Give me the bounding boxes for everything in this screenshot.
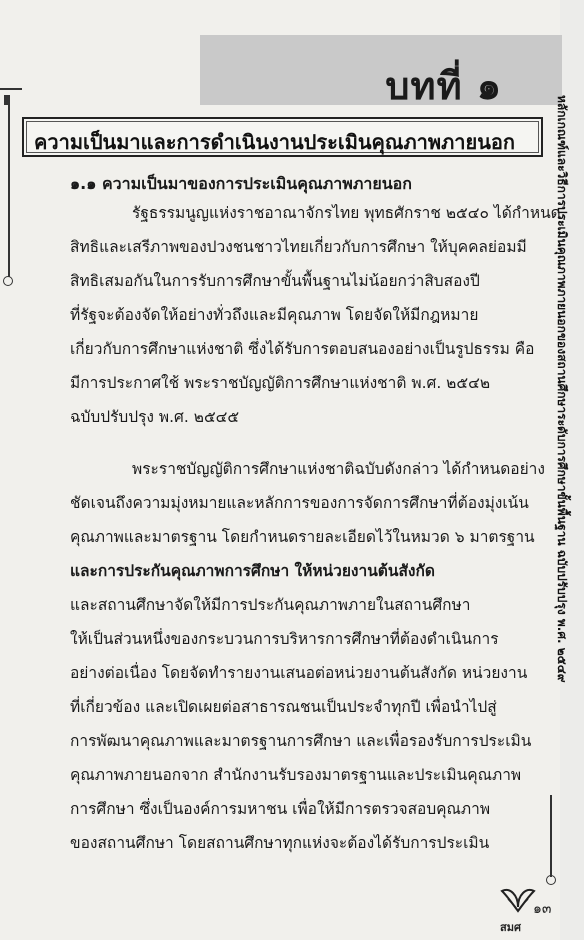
paragraph2-line: พระราชบัญญัติการศึกษาแห่งชาติฉบับดังกล่าว ได้กำหนดอย่าง — [132, 460, 545, 478]
section-title-box — [22, 117, 543, 157]
paragraph1-line: สิทธิเสมอกันในการรับการศึกษาขั้นพื้นฐานไม่น้อยกว่าสิบสองปี — [70, 272, 480, 290]
running-header: หลักเกณฑ์และวิธีการประเมินคุณภาพภายนอกของสถานศึกษาระดับการศึกษาขั้นพื้นฐาน ฉบับปรับปรุง พ.ศ. ๒๕๔๙ — [555, 95, 569, 683]
paragraph1-line: ที่รัฐจะต้องจัดให้อย่างทั่วถึงและมีคุณภาพ โดยจัดให้มีกฎหมาย — [70, 306, 479, 324]
paragraph1-line: รัฐธรรมนูญแห่งราชอาณาจักรไทย พุทธศักราช ๒๕๔๐ ได้กำหนด — [132, 204, 561, 222]
left-rule-marker — [4, 95, 10, 105]
paragraph1-line: สิทธิและเสรีภาพของปวงชนชาวไทยเกี่ยวกับการศึกษา ให้บุคคลย่อมมี — [70, 238, 527, 256]
paragraph2-line: คุณภาพและมาตรฐาน โดยกำหนดรายละเอียดไว้ในหมวด ๖ มาตรฐาน — [70, 528, 535, 546]
chapter-banner — [200, 35, 562, 108]
paragraph2-line: และการประกันคุณภาพการศึกษา ให้หน่วยงานต้นสังกัด — [70, 562, 435, 580]
paragraph2-line: ของสถานศึกษา โดยสถานศึกษาทุกแห่งจะต้องได้รับการประเมิน — [70, 834, 490, 852]
page-number-rule — [550, 795, 552, 877]
paragraph1-line: ฉบับปรับปรุง พ.ศ. ๒๕๔๕ — [70, 408, 240, 426]
left-rule-head — [0, 88, 22, 90]
subsection-heading: ๑.๑ ความเป็นมาของการประเมินคุณภาพภายนอก — [70, 174, 412, 193]
chapter-title: บทที่ ๑ — [385, 64, 502, 108]
paragraph2-line: ชัดเจนถึงความมุ่งหมายและหลักการของการจัดการศึกษาที่ต้องมุ่งเน้น — [70, 494, 529, 512]
left-rule-dot-icon — [3, 276, 13, 286]
paragraph2-line: อย่างต่อเนื่อง โดยจัดทำรายงานเสนอต่อหน่วยงานต้นสังกัด หน่วยงาน — [70, 664, 528, 682]
page-number-circle-icon — [546, 875, 556, 885]
paragraph1-line: เกี่ยวกับการศึกษาแห่งชาติ ซึ่งได้รับการตอบสนองอย่างเป็นรูปธรรม คือ — [70, 340, 535, 358]
paragraph2-line: และสถานศึกษาจัดให้มีการประกันคุณภาพภายในสถานศึกษา — [70, 596, 471, 614]
paragraph2-line: คุณภาพภายนอกจาก สำนักงานรับรองมาตรฐานและประเมินคุณภาพ — [70, 766, 522, 784]
page-number: ๑๓ — [533, 901, 552, 917]
paragraph2-line: ที่เกี่ยวข้อง และเปิดเผยต่อสาธารณชนเป็นประจำทุกปี เพื่อนำไปสู่ — [70, 698, 497, 716]
paragraph2-line: การศึกษา ซึ่งเป็นองค์การมหาชน เพื่อให้มีการตรวจสอบคุณภาพ — [70, 800, 491, 818]
paragraph1-line: มีการประกาศใช้ พระราชบัญญัติการศึกษาแห่งชาติ พ.ศ. ๒๕๔๒ — [70, 374, 491, 392]
paragraph2-line: ให้เป็นส่วนหนึ่งของกระบวนการบริหารการศึกษาที่ต้องดำเนินการ — [70, 630, 499, 648]
paragraph2-line: การพัฒนาคุณภาพและมาตรฐานการศึกษา และเพื่อรองรับการประเมิน — [70, 732, 532, 750]
left-decorative-rule — [8, 95, 10, 280]
section-title: ความเป็นมาและการดำเนินงานประเมินคุณภาพภายนอก — [34, 130, 516, 154]
logo-text: สมศ — [500, 921, 521, 934]
